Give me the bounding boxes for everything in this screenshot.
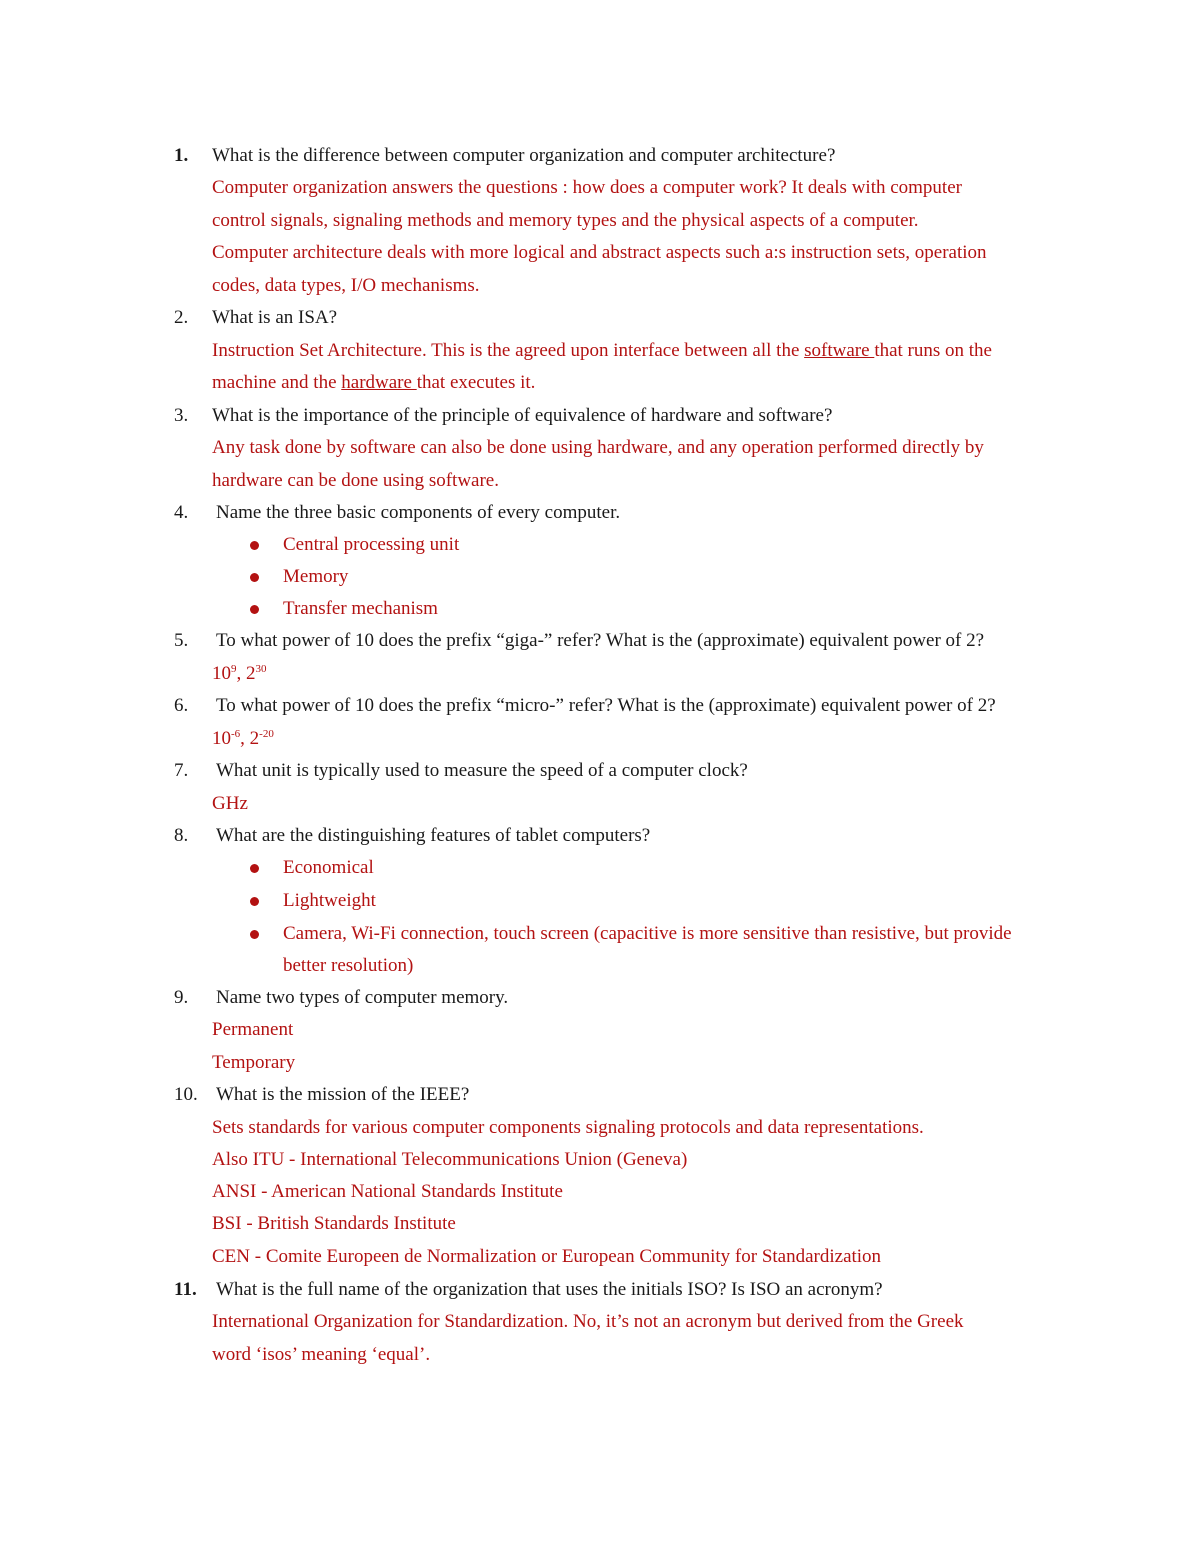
list-item: Economical — [283, 857, 374, 878]
answer-exponent: 30 — [255, 663, 267, 675]
answer-exponent: -6 — [231, 728, 241, 740]
answer-line: codes, data types, I/O mechanisms. — [212, 275, 480, 296]
question-number: 10. — [174, 1084, 198, 1105]
question-number: 6. — [174, 695, 189, 716]
list-item: Central processing unit — [283, 534, 460, 555]
hardware-link[interactable]: hardware — [341, 372, 417, 393]
answer-line — [212, 370, 535, 396]
answer-separator: , — [236, 663, 246, 684]
question-text: What is the importance of the principle of equivalence of hardware and software? — [212, 405, 833, 426]
answer-line: Computer organization answers the questions : how does a computer work? It deals with computer — [212, 177, 962, 198]
answer-line: Computer architecture deals with more logical and abstract aspects such a:s instruction sets, operation — [212, 242, 987, 263]
question-text: What unit is typically used to measure the speed of a computer clock? — [216, 760, 748, 781]
answer-line: CEN - Comite Europeen de Normalization or European Community for Standardization — [212, 1246, 882, 1267]
answer-base: 2 — [249, 728, 260, 749]
question-number: 2. — [174, 307, 189, 328]
answer-separator: , — [240, 728, 250, 749]
answer-line — [212, 661, 267, 687]
question-text: Name two types of computer memory. — [216, 987, 509, 1008]
question-number: 7. — [174, 760, 189, 781]
question-number: 1. — [174, 145, 189, 166]
answer-line — [212, 338, 992, 364]
answer-line: Temporary — [212, 1052, 296, 1073]
answer-line: GHz — [212, 793, 248, 814]
question-number: 11. — [174, 1279, 197, 1300]
answer-exponent: 9 — [231, 663, 237, 675]
question-number: 5. — [174, 630, 189, 651]
bullet-icon — [250, 541, 259, 550]
bullet-icon — [250, 930, 259, 939]
answer-base: 10 — [212, 728, 231, 749]
question-text: Name the three basic components of every computer. — [216, 502, 621, 523]
software-link[interactable]: software — [804, 340, 875, 361]
question-number: 9. — [174, 987, 189, 1008]
list-item: Transfer mechanism — [283, 598, 438, 619]
question-text: What is an ISA? — [212, 307, 338, 328]
bullet-icon — [250, 864, 259, 873]
answer-line: International Organization for Standardization. No, it’s not an acronym but derived from the Greek — [212, 1311, 964, 1332]
question-text: To what power of 10 does the prefix “micro-” refer? What is the (approximate) equivalent power of 2? — [216, 695, 996, 716]
list-item-continuation: better resolution) — [283, 955, 414, 976]
answer-line: word ‘isos’ meaning ‘equal’. — [212, 1344, 431, 1365]
answer-line: Also ITU - International Telecommunications Union (Geneva) — [212, 1149, 688, 1170]
answer-line: Any task done by software can also be done using hardware, and any operation performed directly by — [212, 437, 984, 458]
answer-base: 10 — [212, 663, 231, 684]
bullet-icon — [250, 605, 259, 614]
answer-line: ANSI - American National Standards Institute — [212, 1181, 563, 1202]
answer-line: control signals, signaling methods and memory types and the physical aspects of a computer. — [212, 210, 919, 231]
question-text: What is the difference between computer organization and computer architecture? — [212, 145, 836, 166]
answer-text: Instruction Set Architecture. This is the agreed upon interface between all the — [212, 340, 805, 361]
question-number: 3. — [174, 405, 189, 426]
question-text: What are the distinguishing features of tablet computers? — [216, 825, 651, 846]
list-item: Camera, Wi-Fi connection, touch screen (capacitive is more sensitive than resistive, but provide — [283, 923, 1012, 944]
answer-line: Sets standards for various computer components signaling protocols and data representations. — [212, 1117, 924, 1138]
bullet-icon — [250, 897, 259, 906]
question-number: 8. — [174, 825, 189, 846]
question-text: To what power of 10 does the prefix “giga-” refer? What is the (approximate) equivalent power of 2? — [216, 630, 985, 651]
answer-line: BSI - British Standards Institute — [212, 1213, 456, 1234]
answer-text: machine and the — [212, 372, 342, 393]
answer-text: that executes it. — [416, 372, 536, 393]
list-item: Memory — [283, 566, 349, 587]
list-item: Lightweight — [283, 890, 376, 911]
question-text: What is the full name of the organization that uses the initials ISO? Is ISO an acronym? — [216, 1279, 883, 1300]
question-text: What is the mission of the IEEE? — [216, 1084, 470, 1105]
bullet-icon — [250, 573, 259, 582]
question-number: 4. — [174, 502, 189, 523]
answer-exponent: -20 — [259, 728, 274, 740]
answer-base: 2 — [246, 663, 256, 684]
answer-line — [212, 726, 274, 752]
answer-line: hardware can be done using software. — [212, 470, 499, 491]
answer-line: Permanent — [212, 1019, 294, 1040]
answer-text: that runs on the — [874, 340, 992, 361]
